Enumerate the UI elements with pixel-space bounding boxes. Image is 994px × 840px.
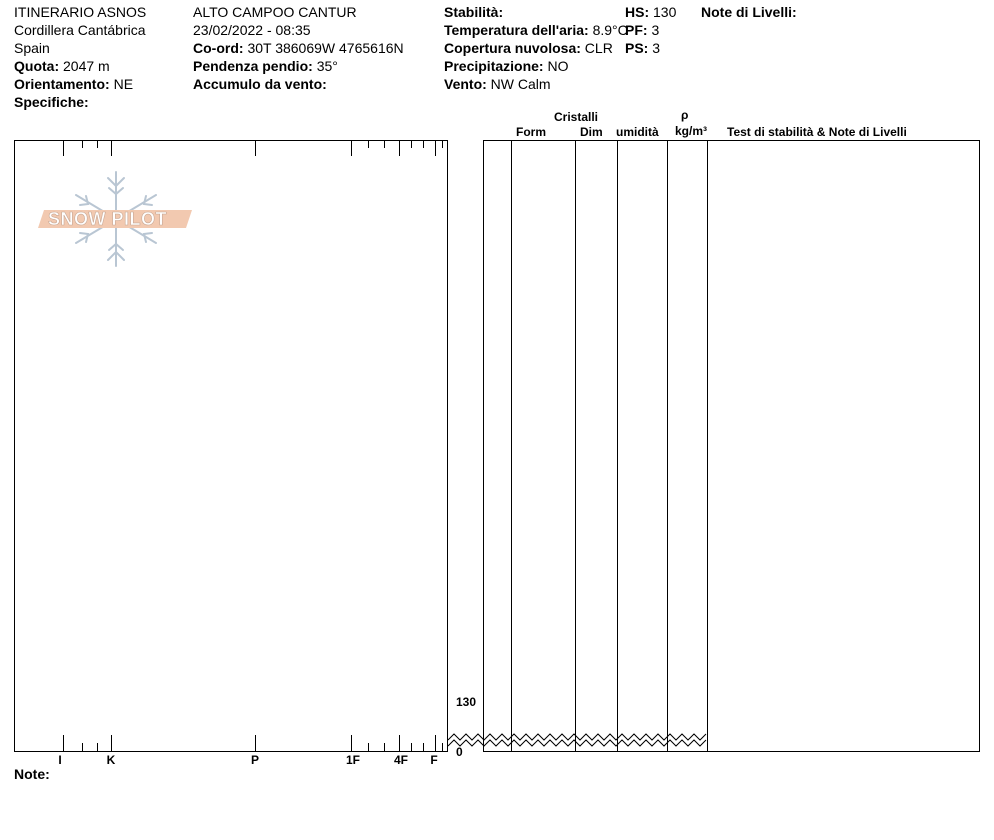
tick-minor-bottom [423,743,424,751]
tick-p-top [255,140,256,156]
slope-value: 35° [316,58,338,74]
elevation-row [14,57,110,75]
depth-break-zigzag [448,727,710,747]
tick-minor-top [411,140,412,148]
tick-minor-bottom [411,743,412,751]
tick-p-bottom [255,735,256,751]
air-temp-label: Temperatura dell'aria: [444,22,589,38]
depth-top-label: 130 [456,695,477,709]
mountain-range: Cordillera Cantábrica [14,22,146,38]
tick-minor-bottom [97,743,98,751]
tick-4f-bottom [399,735,400,751]
aspect-label: Orientamento: [14,76,110,92]
density-symbol: ρ [681,108,689,122]
tick-k-top [111,140,112,156]
cloud-cover-value: CLR [584,40,613,56]
tick-1f-top [351,140,352,156]
coordinates-label: Co-ord: [193,40,244,56]
tick-minor-top [384,140,385,148]
hardness-label-4f: 4F [393,753,409,767]
wind-row [444,75,551,93]
layer-notes-label: Note di Livelli: [701,4,797,20]
stability-notes-header: Test di stabilità & Note di Livelli [727,125,907,139]
tick-minor-bottom [442,743,443,751]
coordinates-row [193,39,404,57]
stability-label: Stabilità: [444,4,504,20]
date-time: 23/02/2022 - 08:35 [193,22,311,38]
tick-minor-top [442,140,443,148]
cloud-cover-label: Copertura nuvolosa: [444,40,581,56]
tick-minor-top [82,140,83,148]
air-temp-row [444,21,628,39]
ski-penetration-label: PS: [625,40,649,56]
precipitation-row [444,57,568,75]
depth-bottom-label: 0 [456,745,463,759]
size-header: Dim [580,125,603,139]
elevation-label: Quota: [14,58,60,74]
slope-label: Pendenza pendio: [193,58,313,74]
foot-penetration-row [625,21,659,39]
hardness-label-f: F [430,753,438,767]
tick-minor-bottom [384,743,385,751]
tick-i-top [63,140,64,156]
snow-height-value: 130 [653,4,677,20]
logo-text: SNOW PILOT [48,209,167,229]
snow-pilot-logo [36,168,196,270]
precipitation-value: NO [547,58,569,74]
wind-loading-label: Accumulo da vento: [193,76,327,92]
crystals-header: Cristalli [554,110,599,124]
location-name: ALTO CAMPOO CANTUR [193,4,357,20]
tick-k-bottom [111,735,112,751]
tick-minor-bottom [368,743,369,751]
foot-penetration-value: 3 [651,22,660,38]
cloud-cover-row [444,39,613,57]
wind-value: NW Calm [490,76,551,92]
hardness-label-i: I [58,753,62,767]
ski-penetration-row [625,39,660,57]
tick-i-bottom [63,735,64,751]
tick-minor-top [97,140,98,148]
tick-4f-top [399,140,400,156]
moisture-header: umidità [616,125,659,139]
tick-minor-top [368,140,369,148]
snow-height-row [625,3,676,21]
aspect-value: NE [113,76,134,92]
aspect-row [14,75,133,93]
column-divider [667,140,668,752]
foot-penetration-label: PF: [625,22,648,38]
precipitation-label: Precipitazione: [444,58,544,74]
form-header: Form [516,125,546,139]
specifics-label: Specifiche: [14,94,89,110]
coordinates-value: 30T 386069W 4765616N [247,40,404,56]
route-name: ITINERARIO ASNOS [14,4,147,20]
tick-minor-top [423,140,424,148]
slope-row [193,57,338,75]
wind-label: Vento: [444,76,487,92]
tick-1f-bottom [351,735,352,751]
layer-table [483,140,980,752]
hardness-label-k: K [106,753,116,767]
column-divider [511,140,512,752]
air-temp-value: 8.9°C [592,22,628,38]
hardness-label-1f: 1F [345,753,361,767]
snow-height-label: HS: [625,4,650,20]
column-divider [707,140,708,752]
ski-penetration-value: 3 [652,40,661,56]
tick-f-top [435,140,436,156]
tick-f-bottom [435,735,436,751]
tick-minor-bottom [82,743,83,751]
elevation-value: 2047 m [63,58,110,74]
hardness-label-p: P [250,753,260,767]
notes-label: Note: [14,766,50,782]
column-divider [617,140,618,752]
column-divider [575,140,576,752]
density-unit: kg/m³ [675,124,708,138]
country: Spain [14,40,50,56]
